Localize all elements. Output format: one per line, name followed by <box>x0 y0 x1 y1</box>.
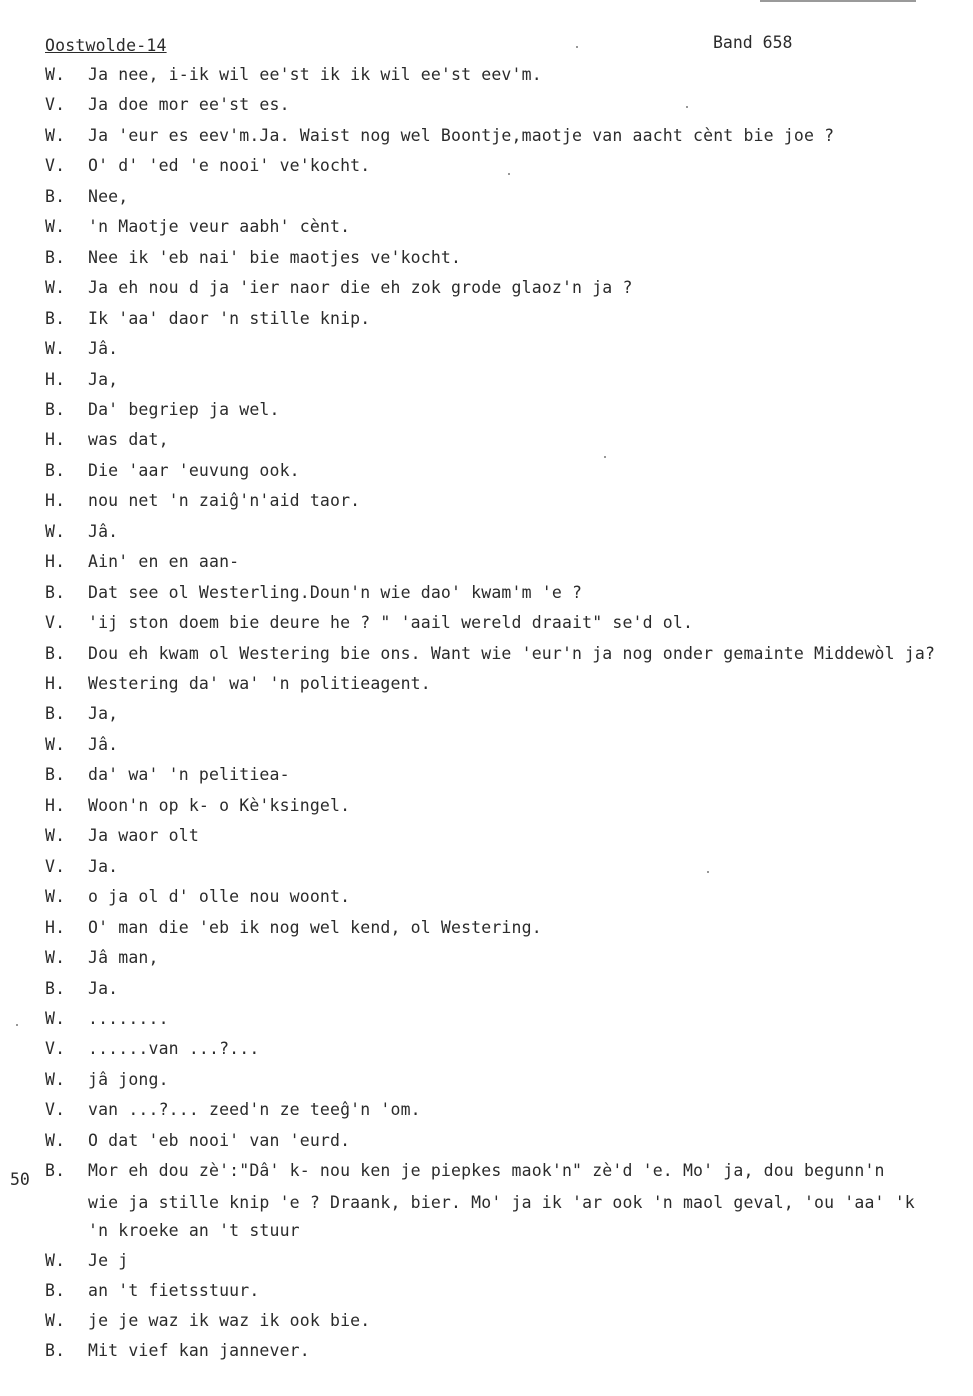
utterance-text: Jâ. <box>88 735 119 754</box>
utterance-text: nou net 'n zaiĝ'n'aid taor. <box>88 491 361 510</box>
speaker-label: W. <box>45 948 66 967</box>
utterance-text: Je j <box>88 1251 129 1270</box>
speaker-label: B. <box>45 644 66 663</box>
utterance-text: Dat see ol Westerling.Doun'n wie dao' kwam'm 'e ? <box>88 583 583 602</box>
tape-band-label: Band 658 <box>713 33 793 52</box>
utterance-text: Westering da' wa' 'n politieagent. <box>88 674 431 693</box>
speaker-label: W. <box>45 278 66 297</box>
speaker-label: H. <box>45 674 66 693</box>
utterance-text: 'n Maotje veur aabh' cènt. <box>88 217 351 236</box>
speaker-label: H. <box>45 491 66 510</box>
utterance-text: Ja 'eur es eev'm.Ja. Waist nog wel Boontje,maotje van aacht cènt bie joe ? <box>88 126 835 145</box>
utterance-text: was dat, <box>88 430 169 449</box>
utterance-text: jâ jong. <box>88 1070 169 1089</box>
speaker-label: V. <box>45 1100 66 1119</box>
speaker-label: V. <box>45 857 66 876</box>
utterance-text: Ja nee, i-ik wil ee'st ik ik wil ee'st eev'm. <box>88 65 542 84</box>
speaker-label: V. <box>45 613 66 632</box>
speaker-label: W. <box>45 1070 66 1089</box>
speaker-label: V. <box>45 1039 66 1058</box>
speaker-label: B. <box>45 583 66 602</box>
utterance-text: Ja, <box>88 370 119 389</box>
margin-line-number: 50 <box>10 1170 30 1189</box>
speaker-label: H. <box>45 796 66 815</box>
speaker-label: W. <box>45 826 66 845</box>
utterance-text: van ...?... zeed'n ze teeĝ'n 'om. <box>88 1100 421 1119</box>
speaker-label: B. <box>45 187 66 206</box>
speaker-label: W. <box>45 1251 66 1270</box>
speaker-label: V. <box>45 156 66 175</box>
speaker-label: W. <box>45 217 66 236</box>
speaker-label: B. <box>45 1161 66 1180</box>
utterance-text: ......van ...?... <box>88 1039 260 1058</box>
speaker-label: H. <box>45 918 66 937</box>
utterance-text: Dou eh kwam ol Westering bie ons. Want wie 'eur'n ja nog onder gemainte Middewòl ja? <box>88 644 936 663</box>
speaker-label: W. <box>45 735 66 754</box>
utterance-text: je je waz ik waz ik ook bie. <box>88 1311 371 1330</box>
utterance-continuation: wie ja stille knip 'e ? Draank, bier. Mo' ja ik 'ar ook 'n maol geval, 'ou 'aa' 'k <box>88 1193 915 1212</box>
speaker-label: W. <box>45 1311 66 1330</box>
utterance-text: Nee, <box>88 187 129 206</box>
speaker-label: B. <box>45 248 66 267</box>
utterance-text: Die 'aar 'euvung ook. <box>88 461 300 480</box>
speaker-label: B. <box>45 309 66 328</box>
speaker-label: B. <box>45 400 66 419</box>
speaker-label: W. <box>45 522 66 541</box>
utterance-text: Mor eh dou zè':"Dâ' k- nou ken je piepkes maok'n" zè'd 'e. Mo' ja, dou begunn'n <box>88 1161 885 1180</box>
speaker-label: W. <box>45 126 66 145</box>
speaker-label: W. <box>45 1131 66 1150</box>
utterance-text: Ja eh nou d ja 'ier naor die eh zok grode glaoz'n ja ? <box>88 278 633 297</box>
utterance-text: Ja. <box>88 979 119 998</box>
scan-speck <box>707 871 709 873</box>
utterance-text: an 't fietsstuur. <box>88 1281 260 1300</box>
utterance-text: o ja ol d' olle nou woont. <box>88 887 351 906</box>
speaker-label: H. <box>45 552 66 571</box>
utterance-text: ........ <box>88 1009 169 1028</box>
speaker-label: W. <box>45 65 66 84</box>
utterance-text: Nee ik 'eb nai' bie maotjes ve'kocht. <box>88 248 462 267</box>
scan-speck <box>16 1024 18 1026</box>
utterance-text: Jâ man, <box>88 948 159 967</box>
speaker-label: B. <box>45 704 66 723</box>
utterance-text: O' d' 'ed 'e nooi' ve'kocht. <box>88 156 371 175</box>
utterance-text: Jâ. <box>88 339 119 358</box>
speaker-label: B. <box>45 765 66 784</box>
utterance-text: Woon'n op k- o Kè'ksingel. <box>88 796 351 815</box>
speaker-label: W. <box>45 887 66 906</box>
utterance-text: O dat 'eb nooi' van 'eurd. <box>88 1131 351 1150</box>
scan-speck <box>508 173 510 175</box>
utterance-text: Ain' en en aan- <box>88 552 240 571</box>
utterance-text: O' man die 'eb ik nog wel kend, ol Westering. <box>88 918 542 937</box>
top-rule <box>760 0 916 2</box>
utterance-text: Ja doe mor ee'st es. <box>88 95 290 114</box>
speaker-label: H. <box>45 370 66 389</box>
scan-speck <box>686 106 688 108</box>
utterance-continuation: 'n kroeke an 't stuur <box>88 1221 300 1240</box>
speaker-label: B. <box>45 1281 66 1300</box>
speaker-label: B. <box>45 461 66 480</box>
utterance-text: Ja. <box>88 857 119 876</box>
document-title: Oostwolde-14 <box>45 36 167 55</box>
utterance-text: Da' begriep ja wel. <box>88 400 280 419</box>
speaker-label: W. <box>45 339 66 358</box>
speaker-label: W. <box>45 1009 66 1028</box>
scan-speck <box>604 456 606 458</box>
utterance-text: Mit vief kan jannever. <box>88 1341 310 1360</box>
utterance-text: Ik 'aa' daor 'n stille knip. <box>88 309 371 328</box>
utterance-text: Jâ. <box>88 522 119 541</box>
speaker-label: B. <box>45 1341 66 1360</box>
speaker-label: V. <box>45 95 66 114</box>
scan-speck <box>576 46 578 48</box>
utterance-text: da' wa' 'n pelitiea- <box>88 765 290 784</box>
speaker-label: H. <box>45 430 66 449</box>
speaker-label: B. <box>45 979 66 998</box>
utterance-text: Ja waor olt <box>88 826 199 845</box>
utterance-text: Ja, <box>88 704 119 723</box>
utterance-text: 'ij ston doem bie deure he ? " 'aail wereld draait" se'd ol. <box>88 613 694 632</box>
